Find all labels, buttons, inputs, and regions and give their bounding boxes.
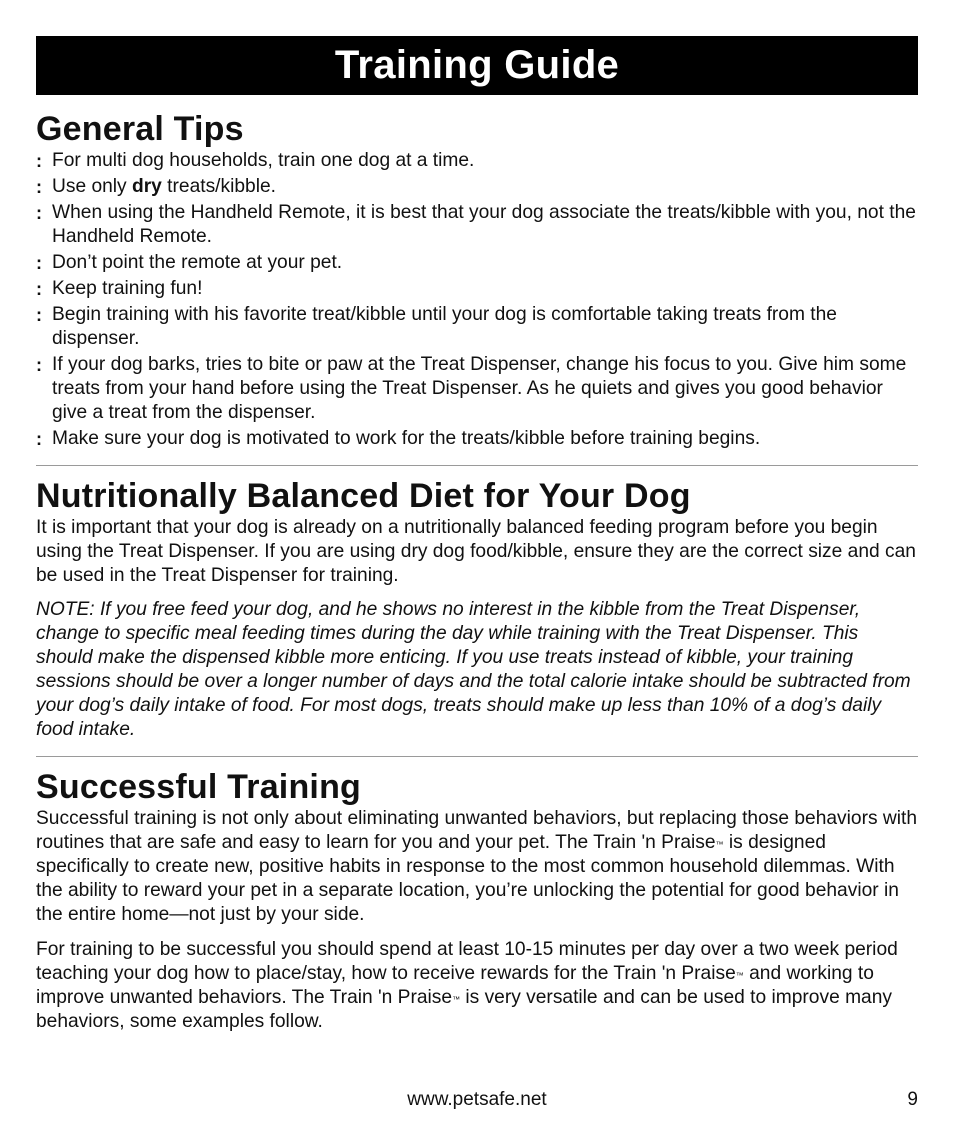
training-paragraph-2: For training to be successful you should spend at least 10-15 minutes per day over a two week period teaching your dog how to place/stay, how to receive rewards for the Train 'n Praise™ and working to improve unwanted behaviors. The Train 'n Praise™ is very versatile and can be used to improve many behaviors, some examples follow. (36, 939, 898, 1032)
list-item: : When using the Handheld Remote, it is best that your dog associate the treats/kibble with you, not the Handheld Remote. (36, 202, 916, 247)
trademark-symbol: ™ (715, 840, 724, 849)
list-item: : If your dog barks, tries to bite or paw at the Treat Dispenser, change his focus to you. Give him some treats from your hand before using the Treat Dispenser. As he quiets and gives you good behavior give a treat from the dispenser. (36, 354, 907, 423)
diet-heading: Nutritionally Balanced Diet for Your Dog (36, 477, 691, 515)
emphasis-dry: dry (131, 176, 162, 197)
bullet-icon: : (36, 429, 42, 449)
trademark-symbol: ™ (735, 971, 744, 980)
list-item: : Make sure your dog is motivated to work for the treats/kibble before training begins. (36, 428, 761, 449)
page-number: 9 (907, 1089, 918, 1110)
list-item: : For multi dog households, train one dog at a time. (36, 150, 475, 171)
list-item: : Don’t point the remote at your pet. (36, 252, 343, 273)
general-tips-heading: General Tips (36, 110, 244, 148)
trademark-symbol: ™ (452, 995, 461, 1004)
bullet-icon: : (36, 253, 42, 273)
footer-website: www.petsafe.net (407, 1089, 547, 1110)
general-tips-list (36, 149, 918, 451)
page-title: Training Guide (36, 36, 918, 95)
bullet-icon: : (36, 305, 42, 325)
diet-body: It is important that your dog is already on a nutritionally balanced feeding program before you begin using the Treat Dispenser. If you are using dry dog food/kibble, ensure they are the correct size and can be used in the Treat Dispenser for training. (36, 517, 916, 586)
bullet-icon: : (36, 355, 42, 375)
section-divider (36, 756, 918, 757)
bullet-icon: : (36, 151, 42, 171)
training-paragraph-1: Successful training is not only about eliminating unwanted behaviors, but replacing those behaviors with routines that are safe and easy to learn for you and your pet. The Train 'n Praise™ is designed specifically to create new, positive habits in response to the most common household dilemmas. With the ability to reward your pet in a separate location, you’re unlocking the potential for good behavior in the entire home—not just by your side. (36, 808, 918, 925)
list-item: : Begin training with his favorite treat/kibble until your dog is comfortable taking treats from the dispenser. (36, 304, 837, 349)
section-divider (36, 465, 918, 466)
list-item: : Keep training fun! (36, 278, 203, 299)
bullet-icon: : (36, 279, 42, 299)
list-item: : Use only dry treats/kibble. (36, 176, 276, 197)
bullet-icon: : (36, 177, 42, 197)
diet-note: NOTE: If you free feed your dog, and he shows no interest in the kibble from the Treat Dispenser, change to specific meal feeding times during the day while training with the Treat Dispenser. This should make the dispensed kibble more enticing. If you use treats instead of kibble, your training sessions should be over a longer number of days and the total calorie intake should be subtracted from your dog’s daily intake of food. For most dogs, treats should make up less than 10% of a dog’s daily food intake. (36, 599, 911, 740)
page-content (36, 36, 918, 1034)
bullet-icon: : (36, 203, 42, 223)
training-heading: Successful Training (36, 768, 362, 806)
